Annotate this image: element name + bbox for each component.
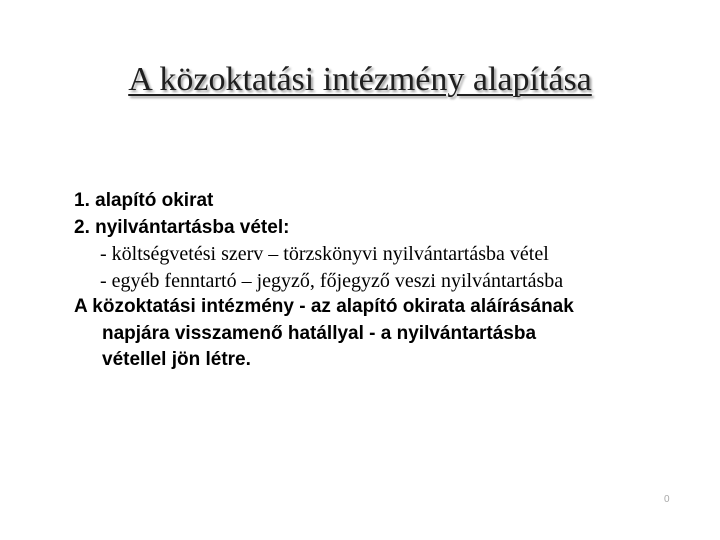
page-number: 0	[664, 494, 670, 505]
paragraph-line-2: napjára visszamenő hatállyal - a nyilvántartásba	[102, 322, 537, 344]
paragraph-line-1: A közoktatási intézmény - az alapító okirata aláírásának	[74, 296, 574, 317]
paragraph-line-3: vétellel jön létre.	[102, 349, 251, 370]
slide-body	[74, 188, 684, 374]
sub-item-other-maintainer: - egyéb fenntartó – jegyző, főjegyző veszi nyilvántartásba	[100, 269, 564, 292]
list-item-registration: 2. nyilvántartásba vétel:	[74, 216, 290, 238]
list-item-founding-document: 1. alapító okirat	[74, 190, 214, 211]
slide-title: A közoktatási intézmény alapítása	[128, 61, 592, 98]
sub-item-budgetary-body: - költségvetési szerv – törzskönyvi nyilvántartásba vétel	[100, 243, 549, 265]
